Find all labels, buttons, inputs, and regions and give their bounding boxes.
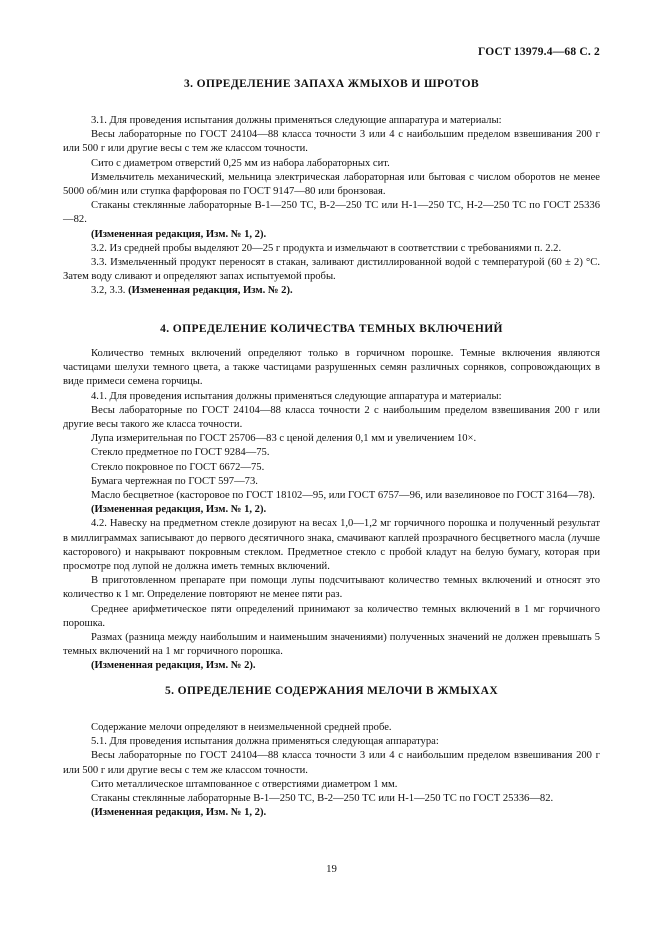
paragraph: 3.2. Из средней пробы выделяют 20—25 г продукта и измельчают в соответствии с требованиями п. 2.2. (91, 242, 562, 254)
section-5-body (63, 721, 600, 820)
paragraph: 5.1. Для проведения испытания должна применяться следующая аппаратура: (91, 736, 439, 748)
paragraph: Лупа измерительная по ГОСТ 25706—83 с ценой деления 0,1 мм и увеличением 10×. (91, 433, 477, 445)
amendment-note: (Измененная редакция, Изм. № 1, 2). (91, 504, 267, 516)
paragraph: Сито металлическое штампованное с отверстиями диаметром 1 мм. (91, 778, 398, 790)
section-5-title: 5. ОПРЕДЕЛЕНИЕ СОДЕРЖАНИЯ МЕЛОЧИ В ЖМЫХАХ (164, 685, 499, 697)
paragraph: Сито с диаметром отверстий 0,25 мм из набора лабораторных сит. (91, 157, 390, 169)
page-header: ГОСТ 13979.4—68 С. 2 (477, 46, 600, 58)
amendment-note: (Измененная редакция, Изм. № 1, 2). (91, 228, 267, 240)
paragraph: Среднее арифметическое пяти определений принимают за количество темных включений в 1 мг горчичного порошка. (63, 603, 600, 629)
amendment-note: (Измененная редакция, Изм. № 2). (91, 660, 256, 672)
clause-ref: 3.2, 3.3. (91, 285, 126, 297)
paragraph (63, 284, 600, 298)
paragraph: 3.3. Измельченный продукт переносят в стакан, заливают дистиллированной водой с температурой (60 ± 2) °С. Затем воду сливают и определяют запах испытуемой пробы. (63, 257, 600, 283)
paragraph: 3.1. Для проведения испытания должны применяться следующие аппаратура и материалы: (91, 115, 502, 126)
section-3-body (63, 114, 600, 299)
paragraph: 4.2. Навеску на предметном стекле дозируют на весах 1,0—1,2 мг горчичного порошка и полученный результат в миллиграммах записывают до первого десятичного знака, смачивают каплей прозрачного бесцветного масла (лучше касторового) и накрывают покровным стеклом. Предметное стекло с пробой кладут на белую бумагу, которая при просмотре под лупой не должна иметь темных включений. (63, 518, 600, 573)
paragraph: Весы лабораторные по ГОСТ 24104—88 класса точности 3 или 4 с наибольшим пределом взвешивания 200 г или 500 г или другие весы с тем же классом точности. (63, 129, 600, 155)
amendment-note: (Измененная редакция, Изм. № 2). (128, 285, 293, 297)
paragraph: Стаканы стеклянные лабораторные В-1—250 ТС, В-2—250 ТС или Н-1—250 ТС, Н-2—250 ТС по ГОСТ 25336—82. (63, 200, 600, 226)
paragraph: Масло бесцветное (касторовое по ГОСТ 18102—95, или ГОСТ 6757—96, или вазелиновое по ГОСТ 3164—78). (91, 490, 595, 502)
paragraph: Стекло покровное по ГОСТ 6672—75. (91, 461, 265, 473)
paragraph: Размах (разница между наибольшим и наименьшим значениями) полученных значений не должен превышать 5 темных включений на 1 мг горчичного порошка. (63, 632, 600, 658)
section-3-title: 3. ОПРЕДЕЛЕНИЕ ЗАПАХА ЖМЫХОВ И ШРОТОВ (183, 78, 480, 90)
paragraph: Весы лабораторные по ГОСТ 24104—88 класса точности 2 с наибольшим пределом взвешивания 200 г или другие весы такого же класса точности. (63, 404, 600, 431)
section-4-title: 4. ОПРЕДЕЛЕНИЕ КОЛИЧЕСТВА ТЕМНЫХ ВКЛЮЧЕНИЙ (160, 323, 503, 335)
paragraph: Количество темных включений определяют только в горчичном порошке. Темные включения являются частицами шелухи темного цвета, а также частицами разрушенных семян различных сорняков, сопровождающих в виде примеси семена горчицы. (63, 348, 600, 388)
paragraph: Измельчитель механический, мельница электрическая лабораторная или бытовая с числом оборотов не менее 5000 об/мин или ступка фарфоровая по ГОСТ 9147—80 или бронзовая. (63, 171, 600, 198)
paragraph: В приготовленном препарате при помощи лупы подсчитывают количество темных включений и относят это количество к 1 мг. Определение повторяют не менее пяти раз. (63, 575, 600, 601)
section-4-body (63, 347, 600, 674)
paragraph: Стекло предметное по ГОСТ 9284—75. (91, 447, 270, 459)
paragraph: Бумага чертежная по ГОСТ 597—73. (91, 475, 258, 487)
paragraph: Весы лабораторные по ГОСТ 24104—88 класса точности 3 или 4 с наибольшим пределом взвешивания 200 г или 500 г или другие весы с тем же классом точности. (63, 750, 600, 776)
amendment-note: (Измененная редакция, Изм. № 1, 2). (91, 807, 267, 819)
paragraph: Стаканы стеклянные лабораторные В-1—250 ТС, В-2—250 ТС или Н-1—250 ТС по ГОСТ 25336—82. (91, 793, 554, 805)
paragraph: 4.1. Для проведения испытания должны применяться следующие аппаратура и материалы: (91, 390, 502, 402)
paragraph: Содержание мелочи определяют в неизмельченной средней пробе. (91, 722, 392, 733)
page-number: 19 (326, 863, 337, 875)
